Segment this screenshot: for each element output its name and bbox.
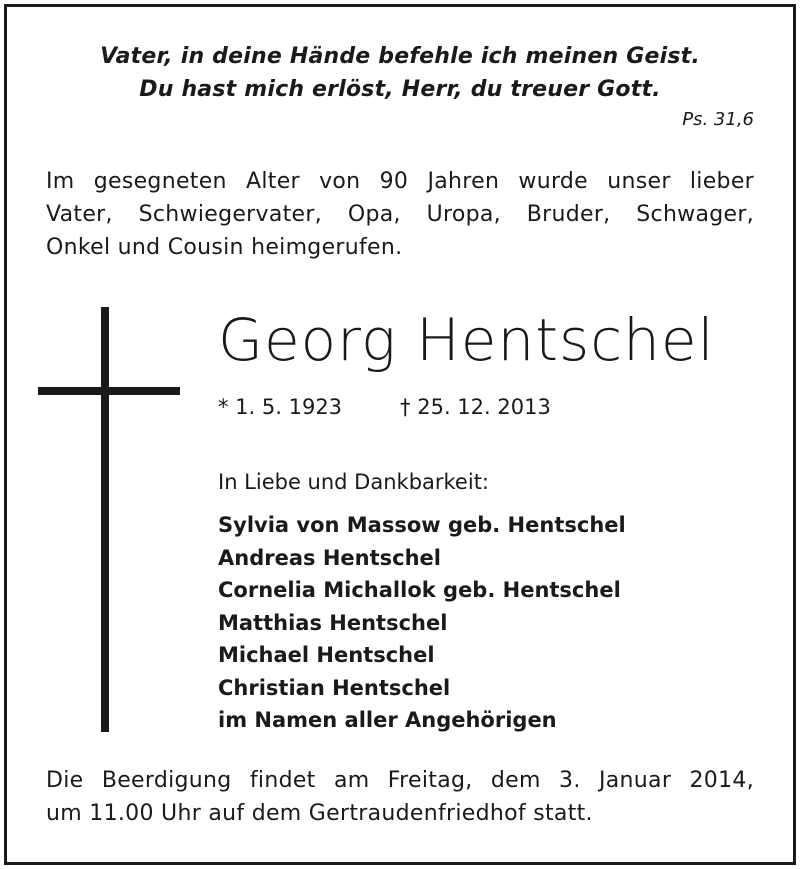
deceased-name: Georg Hentschel <box>218 306 715 374</box>
mourner-name: Christian Hentschel <box>218 675 451 700</box>
mourner-name: Sylvia von Massow geb. Hentschel <box>218 513 626 537</box>
thanks-heading: In Liebe und Dankbarkeit: <box>218 470 490 494</box>
funeral-line-1: Die Beerdigung findet am Freitag, dem 3. Januar 2014, <box>46 768 754 793</box>
cross-icon <box>101 307 109 732</box>
cross-icon-bar <box>38 387 180 395</box>
bible-verse <box>0 40 800 106</box>
verse-line-1: Vater, in deine Hände befehle ich meinen Geist. <box>100 44 700 69</box>
funeral-paragraph <box>46 764 754 830</box>
life-dates <box>218 392 551 422</box>
mourners-list <box>218 509 626 737</box>
verse-line-2: Du hast mich erlöst, Herr, du treuer Gott. <box>139 77 661 102</box>
mourners-closing: im Namen aller Angehörigen <box>218 708 557 732</box>
intro-line-1: Im gesegneten Alter von 90 Jahren wurde unser lieber <box>46 169 754 194</box>
mourner-name: Matthias Hentschel <box>218 610 448 635</box>
death-date: † 25. 12. 2013 <box>400 395 551 419</box>
funeral-line-2: um 11.00 Uhr auf dem Gertraudenfriedhof statt. <box>46 801 593 826</box>
mourner-name: Cornelia Michallok geb. Hentschel <box>218 578 621 602</box>
intro-line-2: Vater, Schwiegervater, Opa, Uropa, Bruder, Schwager, <box>46 202 754 227</box>
mourner-name: Michael Hentschel <box>218 643 435 667</box>
birth-date: * 1. 5. 1923 <box>218 395 343 419</box>
verse-reference: Ps. 31,6 <box>682 109 754 130</box>
intro-paragraph <box>46 165 754 264</box>
mourner-name: Andreas Hentschel <box>218 545 441 570</box>
intro-line-3: Onkel und Cousin heimgerufen. <box>46 235 403 260</box>
